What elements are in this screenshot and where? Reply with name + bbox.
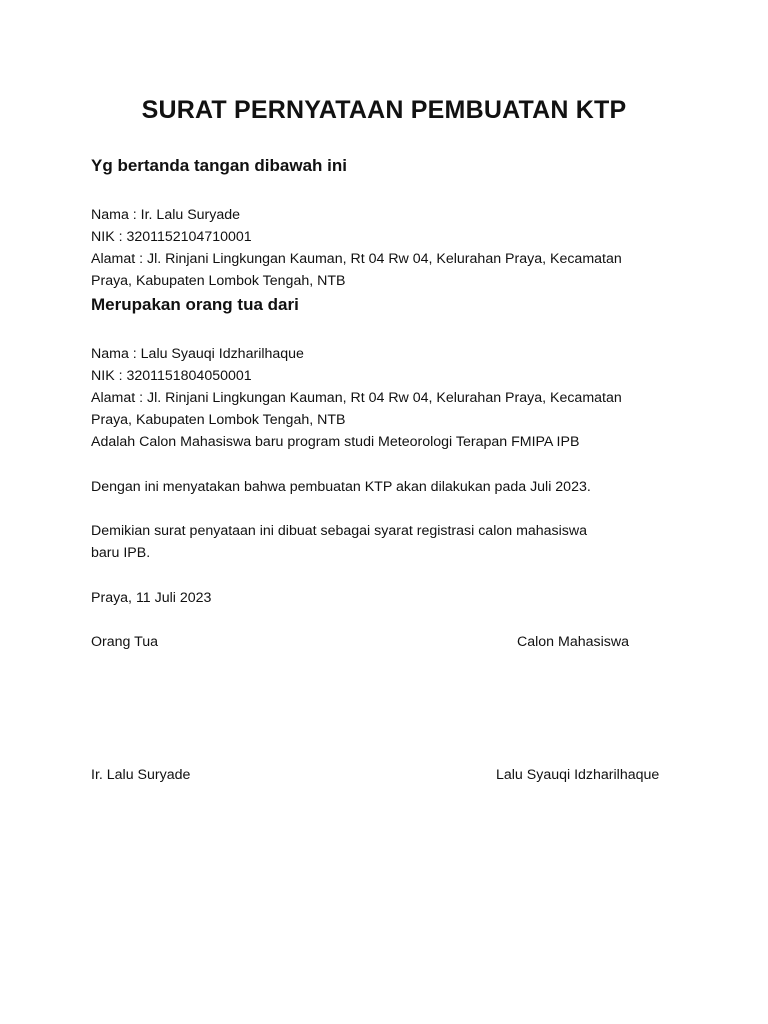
closing-line1: Demikian surat penyataan ini dibuat sebagai syarat registrasi calon mahasiswa: [91, 523, 588, 539]
signature-label-parent: Orang Tua: [91, 634, 159, 650]
child-name: Nama : Lalu Syauqi Idzharilhaque: [91, 346, 304, 362]
parent-address-line1: Alamat : Jl. Rinjani Lingkungan Kauman, Rt 04 Rw 04, Kelurahan Praya, Kecamatan: [91, 251, 622, 267]
closing-line2: baru IPB.: [91, 545, 151, 561]
signature-label-student: Calon Mahasiswa: [517, 634, 629, 650]
child-status: Adalah Calon Mahasiswa baru program studi Meteorologi Terapan FMIPA IPB: [91, 434, 580, 450]
child-address-line1: Alamat : Jl. Rinjani Lingkungan Kauman, Rt 04 Rw 04, Kelurahan Praya, Kecamatan: [91, 390, 622, 406]
document-title: SURAT PERNYATAAN PEMBUATAN KTP: [141, 96, 627, 124]
signature-name-parent: Ir. Lalu Suryade: [91, 767, 191, 783]
place-date: Praya, 11 Juli 2023: [91, 590, 212, 606]
relation-heading: Merupakan orang tua dari: [91, 295, 299, 314]
signature-name-student: Lalu Syauqi Idzharilhaque: [496, 767, 660, 783]
statement-text: Dengan ini menyatakan bahwa pembuatan KTP akan dilakukan pada Juli 2023.: [91, 479, 591, 495]
parent-nik: NIK : 3201152104710001: [91, 229, 252, 245]
parent-address-line2: Praya, Kabupaten Lombok Tengah, NTB: [91, 273, 346, 289]
child-address-line2: Praya, Kabupaten Lombok Tengah, NTB: [91, 412, 346, 428]
intro-heading: Yg bertanda tangan dibawah ini: [91, 156, 347, 175]
parent-name: Nama : Ir. Lalu Suryade: [91, 207, 241, 223]
child-nik: NIK : 3201151804050001: [91, 368, 252, 384]
